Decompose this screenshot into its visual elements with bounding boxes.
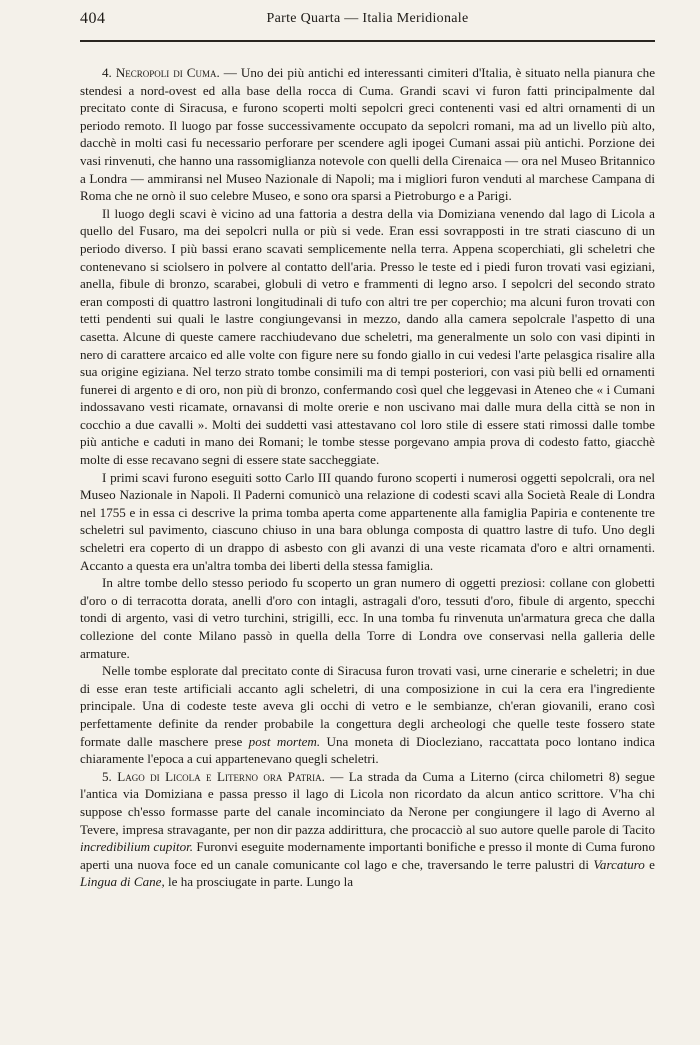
- paragraph-text: le ha prosciugate in parte. Lungo la: [164, 874, 354, 890]
- paragraph-text: In altre tombe dello stesso periodo fu scoperto un gran numero di oggetti preziosi: collane con globetti d'oro o di terracotta dorata, anelli d'oro con intagli, astragali d'oro, tessuti d'oro, fibule di argento, specchi tondi di argento, vasi di vetro turchini, strigilli, ecc. In una tomba fu rinvenuta un'armatura greca che dalla collezione del conte Milano passò in quella della Torre di Londra ove conservasi nella galleria delle armature.: [80, 575, 655, 661]
- italic-place-name: Lingua di Cane,: [80, 874, 165, 890]
- paragraph-text: e: [644, 856, 655, 872]
- paragraph-text: — La strada da Cuma a Literno (circa chilometri 8) segue l'antica via Domiziana e passa presso il lago di Licola non ricordato da alcun antico scrittore. V'ha chi suppose ch'esso formasse parte del canale incominciato da Nerone per congiungere il lago di Averno al Tevere, impresa stravagante, per non dir pazza addirittura, che procacciò al suo autore quelle parole di Tacito: [80, 768, 655, 837]
- paragraph-lago-licola: [80, 768, 655, 891]
- italic-phrase: incredibilium cupitor.: [80, 839, 194, 855]
- italic-phrase: post mortem.: [248, 733, 321, 749]
- page-header: [80, 10, 655, 36]
- paragraph-text: — Uno dei più antichi ed interessanti cimiteri d'Italia, è situato nella pianura che stendesi a nord-ovest ed alla base della rocca di Cuma. Grandi scavi vi furon fatti principalmente dal precitato conte di Siracusa, e furono scoperti molti sepolcri greci contenenti vasi ed altri ornamenti di un periodo remoto. Il luogo par fosse successivamente occupato da sepolcri romani, ma ad un livello più alto, dacchè in molti casi fu necessario perforare per scendere agli ipogei Cumani assai più antichi. Porzione dei vasi rinvenuti, che hanno una rassomiglianza notevole con quelli della Cirenaica — ora nel Museo Britannico a Londra — ammiransi nel Museo Nazionale di Napoli; ma i migliori furon venduti al marchese Campana di Roma che ne ornò il suo celebre Museo, e sono ora sparsi a Pietroburgo e a Parigi.: [80, 65, 656, 204]
- paragraph-altre-tombe: [80, 574, 655, 662]
- paragraph-text: Una moneta di Diocleziano, raccattata poco lontano indica chiaramente l'epoca a cui appartenevano quegli scheletri.: [80, 733, 655, 767]
- header-rule: [80, 40, 655, 42]
- paragraph-scavi: [80, 205, 655, 469]
- paragraph-text: Nelle tombe esplorate dal precitato conte di Siracusa furon trovati vasi, urne cinerarie e scheletri; in due di esse eran teste artificiali accanto agli scheletri, di una composizione in cui la cera era l'ingrediente principale. Una di codeste teste aveva gli occhi di vetro e le sembianze, ch'eran giovanili, erano così perfettamente definite da render probabile la congettura degli archeologi che quelle teste fossero state formate dalle maschere prese: [80, 663, 655, 749]
- page-number: 404: [80, 10, 106, 27]
- section-number: 4.: [102, 65, 112, 80]
- section-heading: Lago di Licola e Literno ora Patria.: [117, 768, 325, 784]
- running-head: Parte Quarta — Italia Meridionale: [266, 11, 469, 26]
- paragraph-text: I primi scavi furono eseguiti sotto Carlo III quando furono scoperti i numerosi oggetti sepolcrali, ora nel Museo Nazionale in Napoli. Il Paderni comunicò una relazione di codesti scavi alla Società Reale di Londra nel 1755 e in essa ci descrive la prima tomba aperta come appartenente alla famiglia Papiria e contenente tre scheletri sul pavimento, ciascuno chiuso in una bara oblunga composta di quattro lastre di tufo. Uno degli scheletri era coperto di un drappo di asbesto con gli avanzi di una veste ricamata d'oro e altri ornamenti. Accanto a questa era un'altra tomba dei liberti della stessa famiglia.: [80, 469, 655, 573]
- section-heading: Necropoli di Cuma.: [115, 65, 220, 80]
- section-number: 5.: [102, 768, 112, 784]
- paragraph-primi-scavi: [80, 469, 655, 575]
- paragraph-text: Furonvi eseguite modernamente importanti bonifiche e presso il monte di Cuma furono aperti una nuova foce ed un canale comunicante col lago e che, traversando le terre palustri di: [80, 839, 656, 872]
- italic-place-name: Varcaturo: [593, 856, 645, 872]
- paragraph-tombe-siracusa: [80, 662, 655, 768]
- paragraph-necropoli: [80, 64, 655, 205]
- paragraph-text: Il luogo degli scavi è vicino ad una fattoria a destra della via Domiziana venendo dal lago di Licola a quello del Fusaro, ma dei sepolcri nulla or più si vede. Eran essi sovrapposti in tre strati ciascuno di un periodo diverso. I più bassi erano scavati semplicemente nella terra. Appena scoperchiati, gli scheletri che contenevano si sciolsero in polvere al contatto dell'aria. Presso le teste ed i piedi furon trovati vasi egiziani, anella, fibule di bronzo, scarabei, globuli di vetro e frammenti di legno arso. I sepolcri del secondo strato eran composti di quattro lastroni longitudinali di tufo con altri tre per coperchio; ma alcuni furon trovati con tetti pendenti sui quali le lastre congiungevansi in mezzo, dando alla camera sepolcrale l'aspetto di una casetta. Alcune di queste camere racchiudevano due scheletri, ma generalmente un solo con vasi dipinti in nero di carattere arcaico ed alle volte con figure nere su fondo giallo in cui vedesi l'arte pelasgica risalire alla sua origine egiziana. Nel terzo strato tombe consimili ma di tempi posteriori, con vasi più belli ed ornamenti funerei di argento e di oro, non più di bronzo, confermando così quel che leggevasi in Ateneo che « i Cumani indossavano vesti ricamate, ornavansi di molte orerie e non uscivano mai dalle mura della città se non in cocchio a due cavalli ». Molti dei suddetti vasi attestavano col loro stile di essere stati rimossi dalle tombe più antiche e caduti in mano dei Romani; le tombe stesse porgevano ampia prova di codesto fatto, giacchè molte di esse recavano segni di essere state saccheggiate.: [80, 205, 655, 468]
- body-text: [80, 64, 655, 891]
